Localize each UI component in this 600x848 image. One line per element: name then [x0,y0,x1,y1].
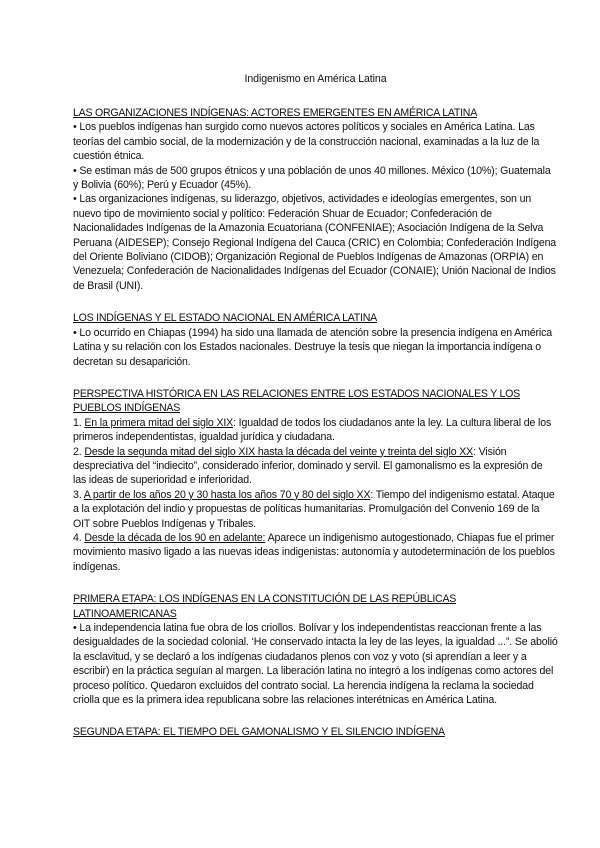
section-organizaciones [73,106,558,293]
list-item [73,416,558,445]
document-title: Indigenismo en América Latina [244,73,387,85]
item-text: Aparece un indigenismo autogestionado, Chiapas fue el primer movimiento masivo ligado a las nuevas ideas indigenistas: autonomía y autodeterminación de los pueblos indígenas. [73,531,555,573]
section-heading: PERSPECTIVA HISTÓRICA EN LAS RELACIONES ENTRE LOS ESTADOS NACIONALES Y LOS PUEBLOS INDÍGENAS [73,387,520,415]
item-number: 2. [73,445,85,458]
section-primera-etapa [73,592,558,707]
section-heading: LOS INDÍGENAS Y EL ESTADO NACIONAL EN AMÉRICA LATINA [73,312,377,325]
section-segunda-etapa [73,725,558,739]
section-heading: LAS ORGANIZACIONES INDÍGENAS: ACTORES EMERGENTES EN AMÉRICA LATINA [73,107,478,119]
list-item [73,531,558,574]
item-label: A partir de los años 20 y 30 hasta los años 70 y 80 del siglo XX [83,488,371,501]
list-item [73,445,558,488]
paragraph: • La independencia latina fue obra de los criollos. Bolívar y los independentistas reaccionan frente a las desigualdades de la sociedad colonial. ‘He conservado intacta la ley de las leyes, la igualdad ...”. Se abolió la esclavitud, y se declaró a los indígenas ciudadanos plenos con voz y voto (si aprendían a leer y a escribir) en la práctica seguían al margen. La liberación latina no integró a los indígenas como actores del proceso político. Quedaron excluidos del contrato social. La herencia indígena la reclama la sociedad criolla que es la primera idea republicana sobre las relaciones interétnicas en América Latina. [73,622,558,707]
paragraph: • Lo ocurrido en Chiapas (1994) ha sido una llamada de atención sobre la presencia indígena en América Latina y su relación con los Estados nacionales. Destruye la tesis que niegan la importancia indígena o decretan su desaparición. [73,326,552,368]
item-label: En la primera mitad del siglo XIX [84,416,234,429]
item-label: Desde la segunda mitad del siglo XIX hasta la década del veinte y treinta del siglo XX [84,445,474,458]
section-heading: PRIMERA ETAPA: LOS INDÍGENAS EN LA CONSTITUCIÓN DE LAS REPÚBLICAS LATINOAMERICANAS [73,593,457,620]
item-number: 1. [73,416,85,429]
paragraph: • Las organizaciones indígenas, su liderazgo, objetivos, actividades e ideologías emergentes, son un nuevo tipo de movimiento social y político: Federación Shuar de Ecuador; Confederación de Nacionalidades Indígenas de la Amazonia Ecuatoriana (CONFENIAE); Asociación Indígena de la Selva Peruana (AIDESEP); Consejo Regional Indígena del Cauca (CRIC) en Colombia; Confederación Indígena del Oriente Boliviano (CIDOB); Organización Regional de Pueblos Indígenas de Amazonas (ORPIA) en Venezuela; Confederación de Nacionalidades Indígenas del Ecuador (CONAIE); Unión Nacional de Indios de Brasil (UNI). [73,193,557,292]
paragraph: • Los pueblos indígenas han surgido como nuevos actores políticos y sociales en América Latina. Las teorías del cambio social, de la modernización y de la construcción nacional, examinadas a la luz de la cuestión étnica. [73,121,540,163]
item-number: 3. [73,488,84,501]
list-item [73,488,558,531]
item-text: : Visión despreciativa del “indiecito”, considerado inferior, dominado y servil. El gamonalismo es la expresión de las ideas de superioridad e inferioridad. [73,445,543,487]
item-label: Desde la década de los 90 en adelante: [84,531,266,544]
item-number: 4. [73,531,85,544]
item-text: : Igualdad de todos los ciudadanos ante la ley. La cultura liberal de los primeros independentistas, igualdad jurídica y ciudadana. [73,416,552,444]
section-heading: SEGUNDA ETAPA: EL TIEMPO DEL GAMONALISMO Y EL SILENCIO INDÍGENA [73,726,445,739]
item-text: : Tiempo del indigenismo estatal. Ataque a la explotación del indio y propuestas de políticas humanitarias. Promulgación del Convenio 169 de la OIT sobre Pueblos Indígenas y Tribales. [73,488,555,530]
section-perspectiva-historica [73,387,558,574]
section-estado-nacional [73,311,558,369]
paragraph: • Se estiman más de 500 grupos étnicos y una población de unos 40 millones. México (10%); Guatemala y Bolivia (60%); Perú y Ecuador (45%). [73,164,551,192]
